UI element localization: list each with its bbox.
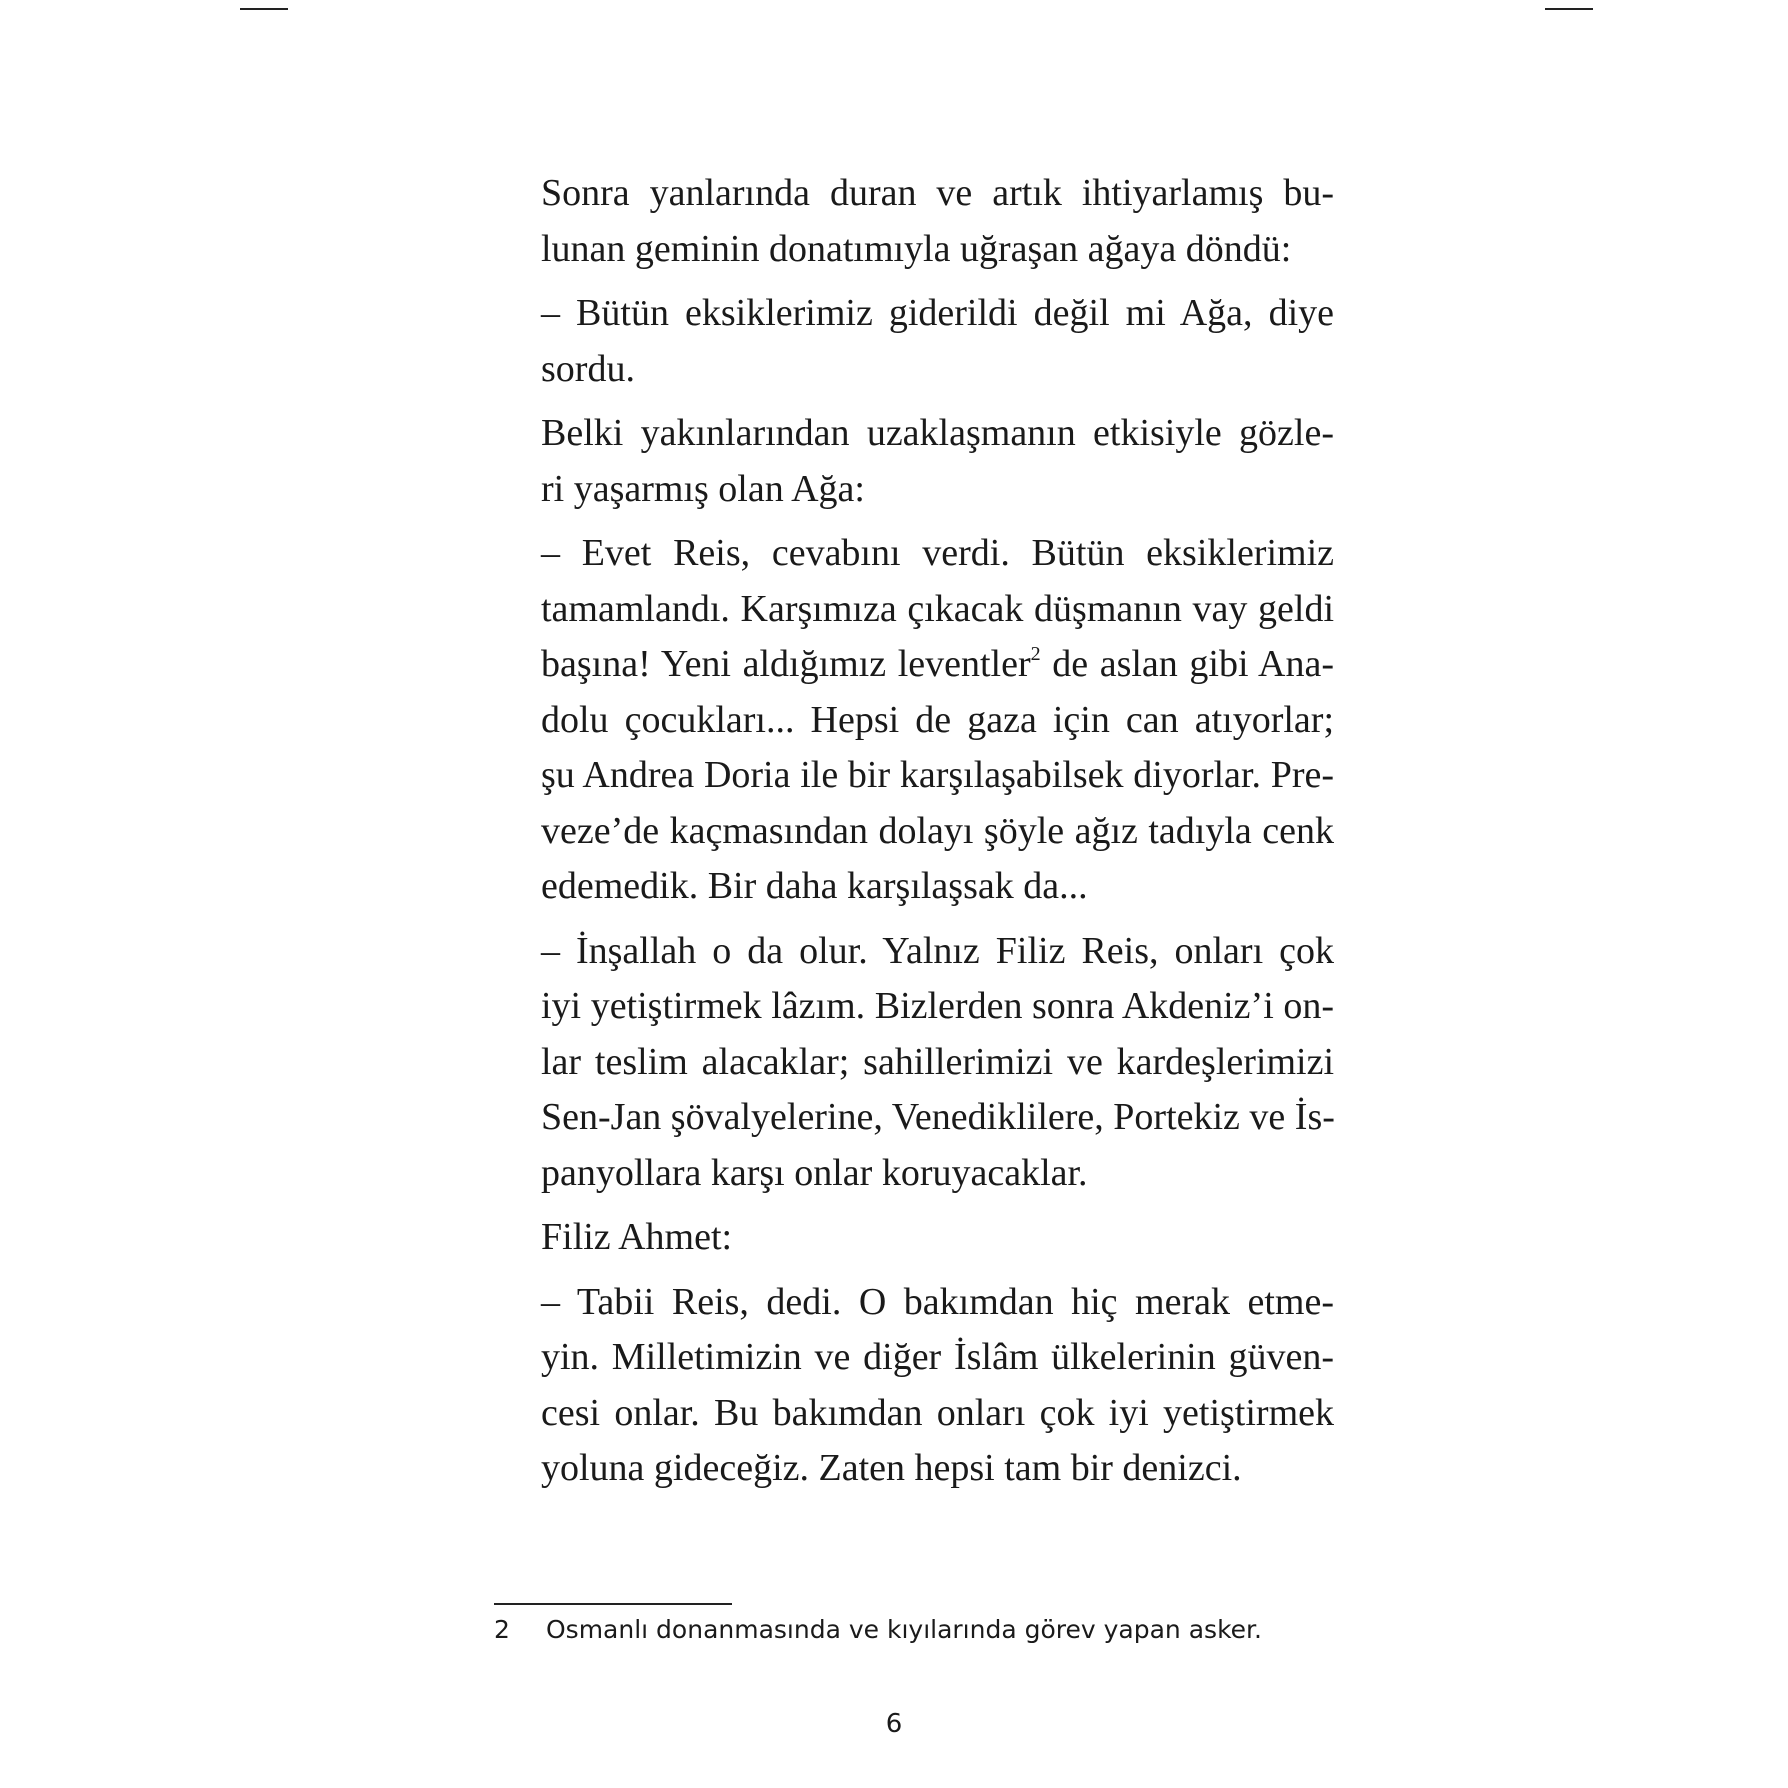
text-line: lar teslim alacaklar; sahillerimizi ve kardeşlerimizi [541,1040,1334,1083]
text-line: – Tabii Reis, dedi. O bakımdan hiç merak etme- [541,1280,1334,1323]
footnote-text: Osmanlı donanmasında ve kıyılarında görev yapan asker. [546,1615,1262,1644]
page-number: 6 [885,1709,903,1739]
paragraph [494,924,1334,1202]
paragraph [494,406,1334,517]
crop-mark-right [1545,8,1593,10]
footnote [494,1612,1334,1648]
text-line: Filiz Ahmet: [541,1216,733,1258]
text-line: panyollara karşı onlar koruyacaklar. [541,1151,1088,1194]
footnote-separator [494,1603,732,1605]
text-line: veze’de kaçmasından dolayı şöyle ağız tadıyla cenk [541,809,1334,852]
text-line: yin. Milletimizin ve diğer İslâm ülkelerinin güven- [541,1336,1334,1378]
text-line: Belki yakınlarından uzaklaşmanın etkisiyle gözle- [541,412,1334,454]
text-line: ri yaşarmış olan Ağa: [541,467,865,510]
paragraph [494,166,1334,277]
text-line: – Bütün eksiklerimiz giderildi değil mi Ağa, diye [541,292,1334,334]
text-line: edemedik. Bir daha karşılaşsak da... [541,865,1088,907]
crop-mark-left [240,8,288,10]
text-segment: başına! Yeni aldığımız leventler [541,643,1031,685]
paragraph [494,526,1334,915]
text-line: lunan geminin donatımıyla uğraşan ağaya döndü: [541,227,1292,270]
text-line: – İnşallah o da olur. Yalnız Filiz Reis, onları çok [541,929,1334,972]
text-line: şu Andrea Doria ile bir karşılaşabilsek diyorlar. Pre- [541,754,1334,796]
text-line: Sonra yanlarında duran ve artık ihtiyarlamış bu- [541,172,1334,214]
text-line: cesi onlar. Bu bakımdan onları çok iyi yetiştirmek [541,1391,1334,1434]
body-text [494,166,1334,1506]
text-line: dolu çocukları... Hepsi de gaza için can atıyorlar; [541,698,1334,741]
text-segment: de aslan gibi Ana- [1040,643,1334,685]
paragraph [494,1275,1334,1497]
footnote-number: 2 [494,1615,510,1644]
text-line: iyi yetiştirmek lâzım. Bizlerden sonra Akdeniz’i on- [541,985,1334,1027]
text-line: sordu. [541,347,635,390]
text-line: tamamlandı. Karşımıza çıkacak düşmanın vay geldi [541,587,1334,630]
text-line-with-footnote [494,637,1334,693]
paragraph [494,286,1334,397]
text-line: yoluna gideceğiz. Zaten hepsi tam bir denizci. [541,1447,1242,1489]
paragraph [494,1210,1334,1266]
text-line: – Evet Reis, cevabını verdi. Bütün eksiklerimiz [541,532,1334,574]
text-line: Sen-Jan şövalyelerine, Venediklilere, Portekiz ve İs- [541,1096,1335,1138]
footnote-reference[interactable]: 2 [1030,643,1041,666]
